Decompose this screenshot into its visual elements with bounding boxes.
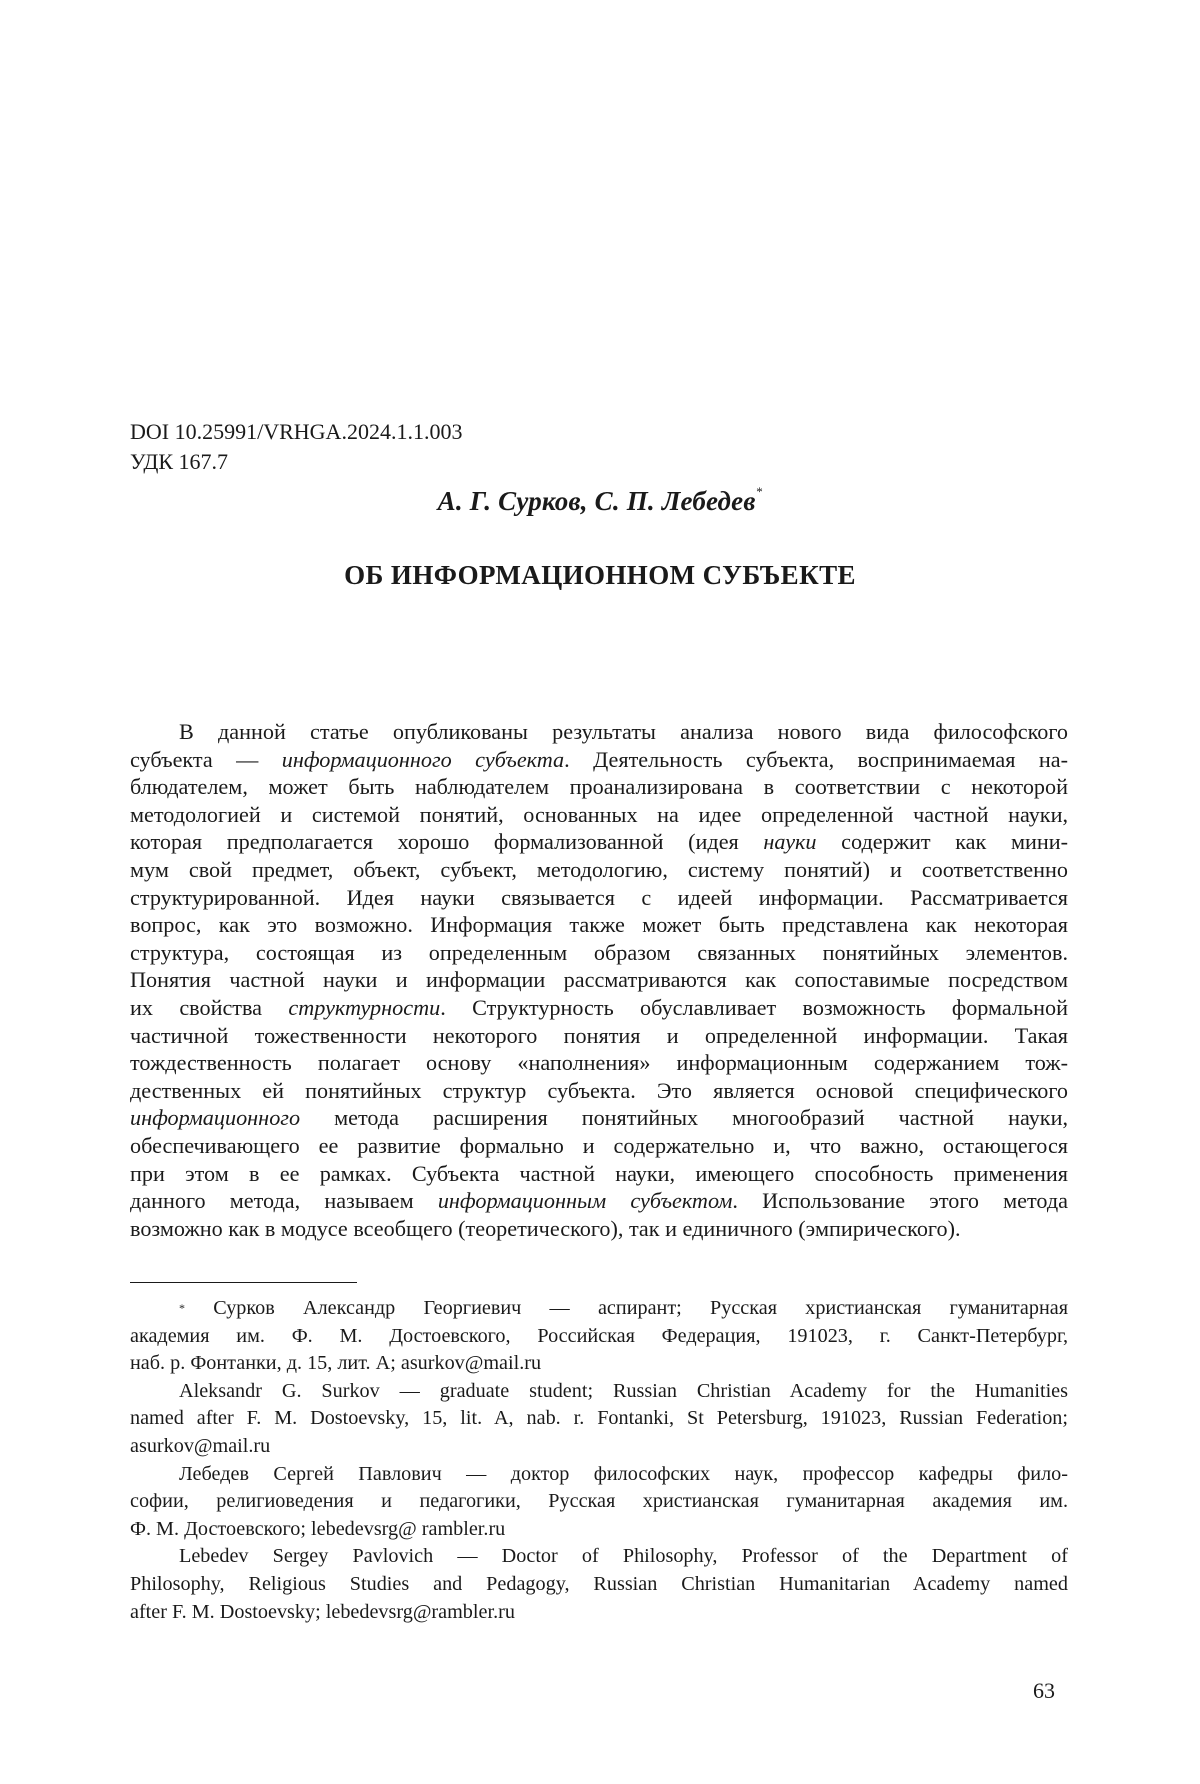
abstract-line: блюдателем, может быть наблюдателем проанализирована в соответствии с некоторой (130, 774, 1068, 800)
udk-line: УДК 167.7 (130, 449, 229, 474)
abstract-line: при этом в ее рамках. Субъекта частной науки, имеющего способность применения (130, 1160, 1068, 1186)
authors-line (0, 486, 1200, 517)
abstract-italic: информационным субъектом (437, 1188, 733, 1214)
abstract-italic: информационного субъекта (281, 746, 565, 772)
abstract-line (130, 1187, 1068, 1215)
abstract-text: . Структурность обуславливает возможность формальной (440, 994, 1069, 1020)
article-title: ОБ ИНФОРМАЦИОННОМ СУБЪЕКТЕ (344, 560, 856, 590)
footnote-line: after F. M. Dostoevsky; lebedevsrg@rambler.ru (130, 1600, 515, 1623)
abstract-line: вопрос, как это возможно. Информация также может быть представлена как некоторая (130, 912, 1068, 938)
abstract-line: структурированной. Идея науки связывается с идеей информации. Рассматривается (130, 884, 1068, 910)
abstract-line: возможно как в модусе всеобщего (теоретического), так и единичного (эмпирического). (130, 1215, 961, 1241)
page-number: 63 (1033, 1678, 1055, 1703)
footnote-line: Лебедев Сергей Павлович — доктор философских наук, профессор кафедры фило- (179, 1462, 1068, 1485)
footnote-line: наб. р. Фонтанки, д. 15, лит. А; asurkov@mail.ru (130, 1352, 542, 1375)
footnote-line (130, 1295, 1068, 1323)
abstract-line (130, 746, 1068, 774)
footnote-line: named after F. M. Dostoevsky, 15, lit. A, nab. r. Fontanki, St Petersburg, 191023, Russian Federation; (130, 1407, 1068, 1430)
abstract-line (130, 828, 1068, 856)
authors-names: А. Г. Сурков, С. П. Лебедев (437, 486, 756, 516)
abstract-line: мум свой предмет, объект, субъект, методологию, систему понятий) и соответственно (130, 856, 1068, 882)
footnote-line: asurkov@mail.ru (130, 1434, 271, 1457)
abstract-line: дественных ей понятийных структур субъекта. Это является основой специфического (130, 1077, 1068, 1103)
footnote-line: софии, религиоведения и педагогики, Русская христианская гуманитарная академия им. (130, 1490, 1068, 1513)
footnote-separator (130, 1282, 357, 1283)
abstract-text: метода расширения понятийных многообразий частной науки, (300, 1105, 1068, 1131)
abstract-line: Понятия частной науки и информации рассматриваются как сопоставимые посредством (130, 967, 1068, 993)
abstract-text: содержит как мини- (816, 829, 1068, 855)
abstract-italic: информационного (130, 1105, 301, 1131)
abstract-text: субъекта — (130, 746, 282, 772)
abstract (130, 718, 1068, 1242)
abstract-text: . Использование этого метода (732, 1188, 1068, 1214)
footnote-line: Lebedev Sergey Pavlovich — Doctor of Philosophy, Professor of the Department of (179, 1545, 1068, 1568)
abstract-line: частичной тожественности некоторого понятия и определенной информации. Такая (130, 1022, 1068, 1048)
footnote-line: академия им. Ф. М. Достоевского, Российская Федерация, 191023, г. Санкт-Петербург, (130, 1324, 1068, 1347)
footnote-text: Сурков Александр Георгиевич — аспирант; Русская христианская гуманитарная (213, 1297, 1068, 1319)
footnote-line: Aleksandr G. Surkov — graduate student; Russian Christian Academy for the Humanities (179, 1379, 1068, 1402)
footnote-mark: * (179, 1301, 185, 1315)
abstract-line: методологией и системой понятий, основанных на идее определенной частной науки, (130, 801, 1068, 827)
footnotes (130, 1295, 1068, 1626)
abstract-line (130, 1104, 1068, 1132)
footnote-line: Philosophy, Religious Studies and Pedagogy, Russian Christian Humanitarian Academy named (130, 1572, 1068, 1595)
abstract-text: которая предполагается хорошо формализованной (идея (130, 829, 764, 855)
authors-footnote-mark: * (755, 484, 763, 499)
abstract-line: структура, состоящая из определенным образом связанных понятийных элементов. (130, 939, 1068, 965)
abstract-line (130, 994, 1068, 1022)
abstract-italic: структурности (288, 994, 441, 1020)
abstract-line: обеспечивающего ее развитие формально и содержательно и, что важно, остающегося (130, 1132, 1068, 1158)
abstract-line: тождественность полагает основу «наполнения» информационным содержанием тож- (130, 1050, 1068, 1076)
doi-line: DOI 10.25991/VRHGA.2024.1.1.003 (130, 419, 463, 444)
abstract-text: данного метода, называем (130, 1188, 438, 1214)
abstract-text: их свойства (130, 994, 289, 1020)
abstract-text: . Деятельность субъекта, воспринимаемая на- (564, 746, 1069, 772)
abstract-line: В данной статье опубликованы результаты анализа нового вида философского (179, 719, 1068, 744)
abstract-italic: науки (763, 829, 817, 855)
footnote-line: Ф. М. Достоевского; lebedevsrg@ rambler.ru (130, 1517, 506, 1540)
